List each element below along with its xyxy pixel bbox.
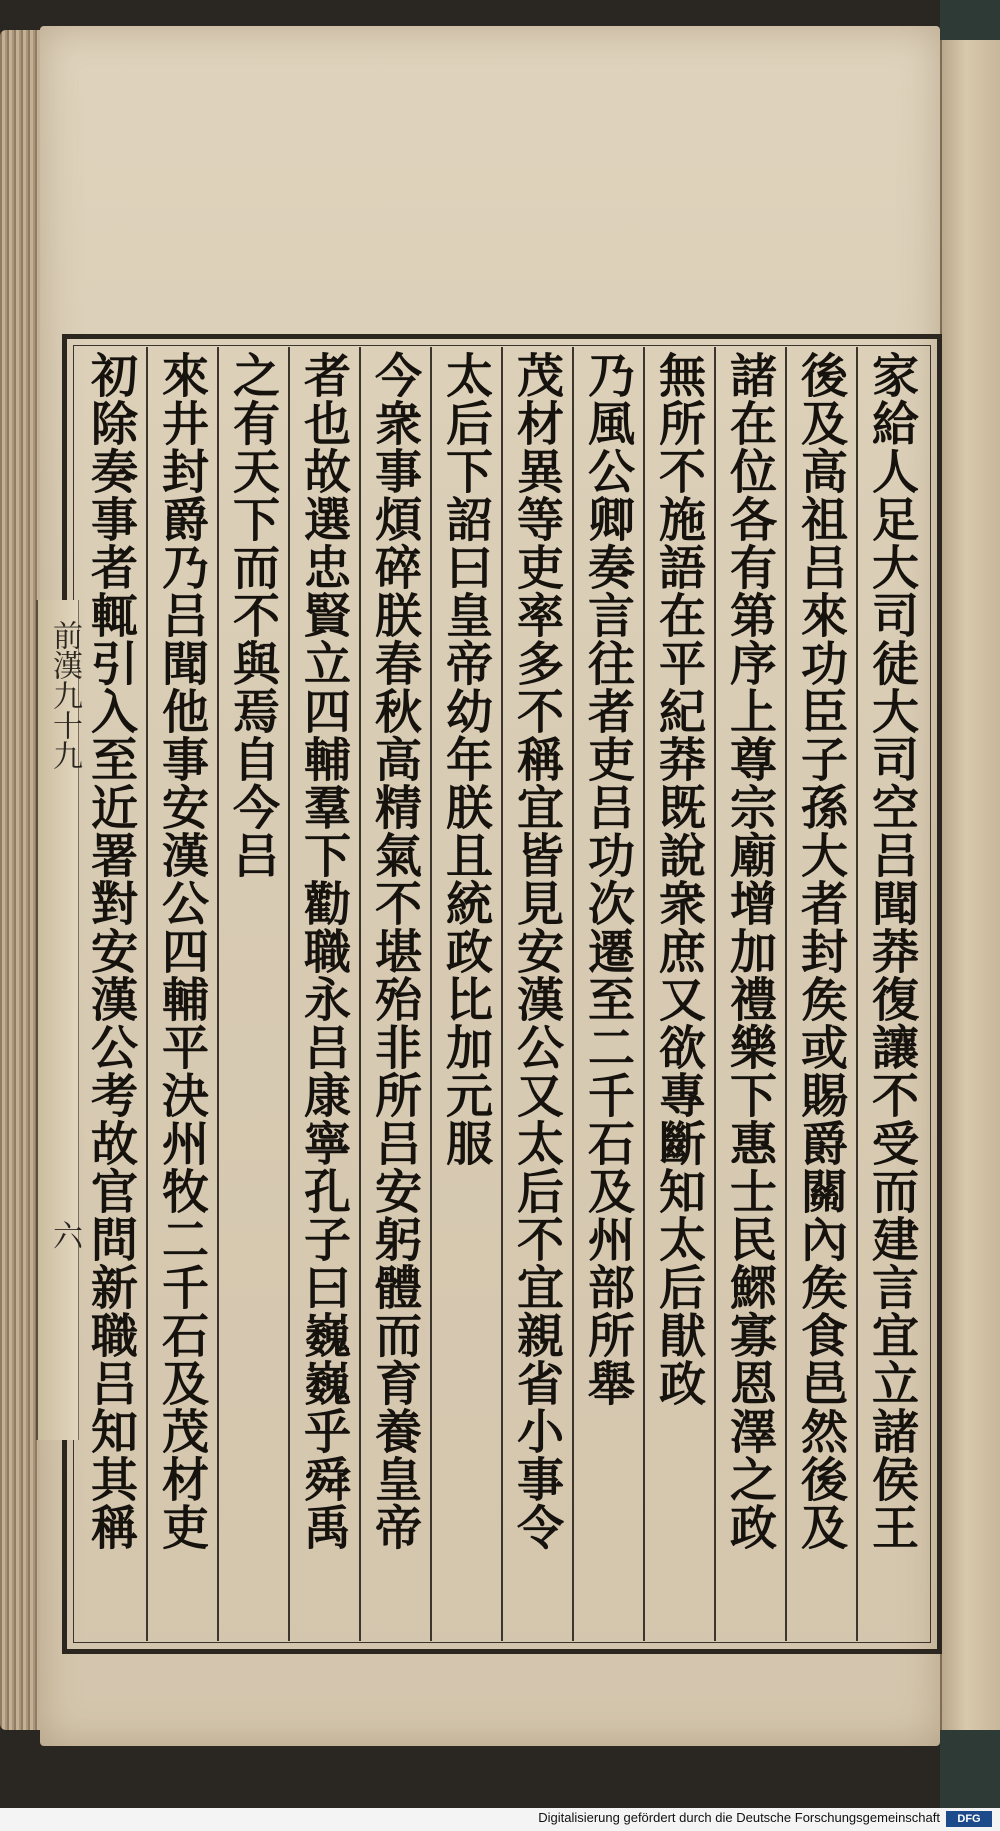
fold-page-number: 六 xyxy=(47,1220,82,1250)
next-leaf-edge xyxy=(940,40,1000,1730)
upper-margin xyxy=(40,26,940,326)
text-columns xyxy=(77,347,927,1641)
text-column-8: 今衆事煩碎朕春秋高精氣不堪殆非所吕安躬體而育養皇帝 xyxy=(359,347,430,1641)
dfg-logo: DFG xyxy=(946,1811,992,1827)
book-page xyxy=(40,26,940,1746)
text-column-5: 乃風公卿奏言往者吏吕功次遷至二千石及州部所舉 xyxy=(572,347,643,1641)
text-column-9: 者也故選忠賢立四輔羣下勸職永吕康寧孔子曰巍巍乎舜禹 xyxy=(288,347,359,1641)
text-column-7: 太后下詔曰皇帝幼年朕且統政比加元服 xyxy=(430,347,501,1641)
text-column-2: 後及高祖吕來功臣子孫大者封矦或賜爵關內矦食邑然後及 xyxy=(785,347,856,1641)
text-frame xyxy=(62,334,942,1654)
text-column-10: 之有天下而不與焉自今吕 xyxy=(217,347,288,1641)
text-column-6: 茂材異等吏率多不稱宜皆見安漢公又太后不宜親省小事令 xyxy=(501,347,572,1641)
fold-margin xyxy=(36,600,82,1440)
text-column-11: 來井封爵乃吕聞他事安漢公四輔平決州牧二千石及茂材吏 xyxy=(146,347,217,1641)
footer-credit: Digitalisierung gefördert durch die Deutsche Forschungsgemeinschaft xyxy=(538,1810,940,1825)
text-column-1: 家給人足大司徒大司空吕聞莽復讓不受而建言宜立諸侯王 xyxy=(856,347,927,1641)
text-column-3: 諸在位各有第序上尊宗廟增加禮樂下惠士民鰥寡恩澤之政 xyxy=(714,347,785,1641)
text-column-12: 初除奏事者輒引入至近署對安漢公考故官問新職吕知其稱 xyxy=(83,351,138,1551)
footer-bar xyxy=(0,1808,1000,1831)
text-column-4: 無所不施語在平紀莽既說衆庶又欲專斷知太后猒政 xyxy=(643,347,714,1641)
fold-title: 前漢九十九 xyxy=(47,620,82,770)
